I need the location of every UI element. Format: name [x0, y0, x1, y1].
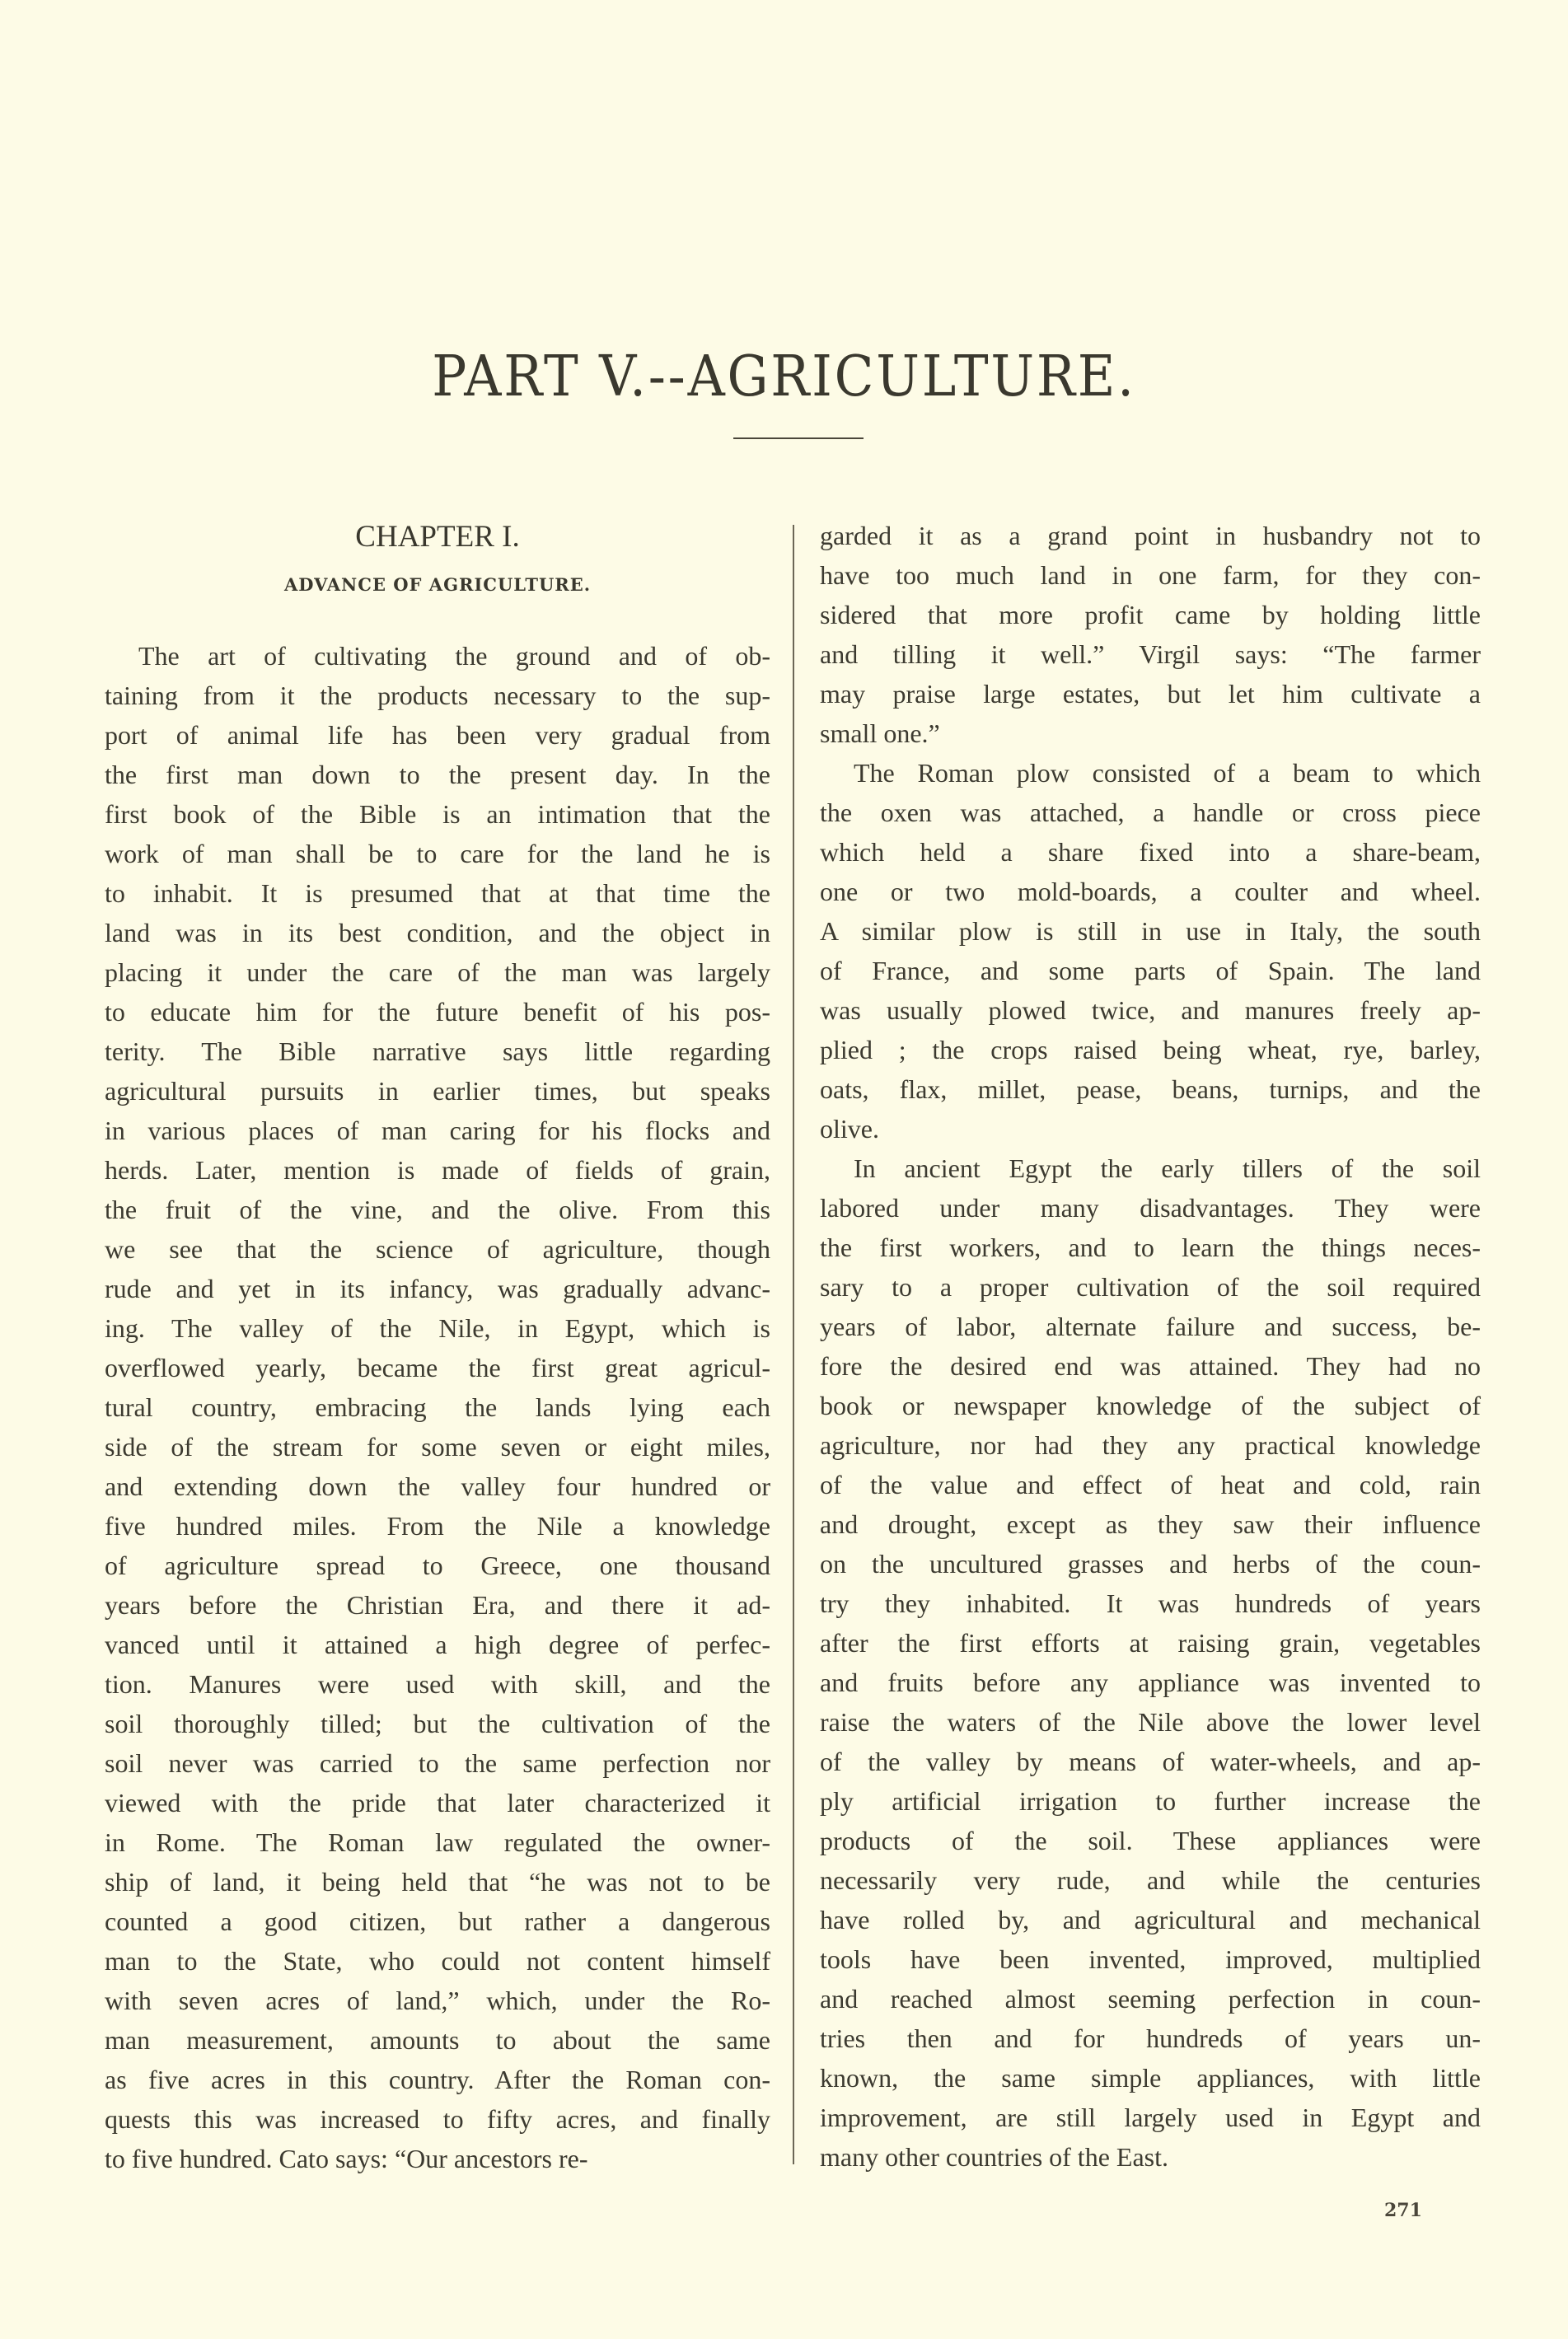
text-line-content: the first man down to the present day. In the: [105, 760, 770, 789]
text-line: [820, 1623, 1481, 1663]
text-line: [820, 1307, 1481, 1346]
text-line: [105, 873, 770, 913]
text-line-content: to inhabit. It is presumed that at that time the: [105, 878, 770, 908]
text-line-content: years of labor, alternate failure and success, be-: [820, 1312, 1481, 1341]
left-column: [105, 636, 770, 2178]
text-line: [820, 1228, 1481, 1267]
text-line: [105, 1190, 770, 1229]
text-line: [105, 992, 770, 1031]
text-line: [105, 794, 770, 834]
chapter-subtitle: ADVANCE OF AGRICULTURE.: [283, 574, 592, 595]
text-line: [105, 2060, 770, 2099]
text-line: [105, 755, 770, 794]
text-line-content: tural country, embracing the lands lying each: [105, 1392, 770, 1422]
text-line: [820, 1188, 1481, 1228]
text-line: [820, 1979, 1481, 2019]
chapter-heading: CHAPTER I.: [355, 520, 520, 554]
text-line: [820, 1900, 1481, 1939]
text-line-content: land was in its best condition, and the object in: [105, 918, 770, 947]
text-line-content: counted a good citizen, but rather a dangerous: [105, 1906, 770, 1936]
text-line: [820, 1702, 1481, 1742]
text-line-content: years before the Christian Era, and there it ad-: [105, 1590, 770, 1620]
text-line: [820, 634, 1481, 674]
text-line: [820, 1069, 1481, 1109]
text-line: [105, 676, 770, 715]
text-line: [820, 1663, 1481, 1702]
text-line: [105, 2020, 770, 2060]
column-divider: [793, 525, 794, 2164]
text-line-content: quests this was increased to fifty acres, and finally: [105, 2104, 770, 2134]
part-title: PART V.--AGRICULTURE.: [432, 344, 1136, 409]
text-line-content: placing it under the care of the man was largely: [105, 957, 770, 987]
text-line-content: ply artificial irrigation to further increase the: [820, 1786, 1481, 1816]
text-line-content: man to the State, who could not content himself: [105, 1946, 770, 1976]
text-line-content: on the uncultured grasses and herbs of the coun-: [820, 1549, 1481, 1579]
text-line-content: with seven acres of land,” which, under the Ro-: [105, 1986, 770, 2015]
text-line-content: was usually plowed twice, and manures freely ap-: [820, 995, 1481, 1025]
text-line-content: of the value and effect of heat and cold, rain: [820, 1470, 1481, 1499]
text-line: [820, 1425, 1481, 1465]
text-line: [820, 872, 1481, 911]
text-line: [820, 1267, 1481, 1307]
text-line-content: rude and yet in its infancy, was gradually advanc-: [105, 1274, 770, 1303]
text-line-content: and drought, except as they saw their influence: [820, 1509, 1481, 1539]
text-line: [105, 1467, 770, 1506]
text-line: [820, 1386, 1481, 1425]
text-line-content: ing. The valley of the Nile, in Egypt, which is: [105, 1313, 770, 1343]
text-line-content: five hundred miles. From the Nile a knowledge: [105, 1511, 770, 1541]
text-line-content: try they inhabited. It was hundreds of years: [820, 1588, 1481, 1618]
text-line: [820, 595, 1481, 634]
text-line: [820, 1584, 1481, 1623]
text-line-content: of agriculture spread to Greece, one thousand: [105, 1551, 770, 1580]
text-line-content: The art of cultivating the ground and of ob-: [138, 641, 770, 671]
text-line: [105, 1625, 770, 1664]
text-line-content: sary to a proper cultivation of the soil required: [820, 1272, 1481, 1302]
text-line: [105, 715, 770, 755]
text-line-content: viewed with the pride that later characterized it: [105, 1788, 770, 1817]
text-line-content: which held a share fixed into a share-beam,: [820, 837, 1481, 867]
text-line-content: herds. Later, mention is made of fields of grain,: [105, 1155, 770, 1185]
text-line-content: work of man shall be to care for the land he is: [105, 839, 770, 868]
text-line: [105, 1546, 770, 1585]
text-line-content: raise the waters of the Nile above the lower level: [820, 1707, 1481, 1737]
text-line: [820, 753, 1481, 793]
text-line-content: products of the soil. These appliances were: [820, 1826, 1481, 1855]
text-line-content: have too much land in one farm, for they con-: [820, 560, 1481, 590]
text-line: [820, 1030, 1481, 1069]
text-line-content: we see that the science of agriculture, though: [105, 1234, 770, 1264]
text-line: [820, 793, 1481, 832]
text-line: [820, 1860, 1481, 1900]
text-line: [105, 1506, 770, 1546]
text-line-content: agricultural pursuits in earlier times, but speaks: [105, 1076, 770, 1106]
text-line: [820, 832, 1481, 872]
text-line: [105, 1150, 770, 1190]
text-line: [820, 674, 1481, 713]
text-line-content: the fruit of the vine, and the olive. From this: [105, 1195, 770, 1224]
text-line-content: terity. The Bible narrative says little regarding: [105, 1036, 770, 1066]
text-line: [105, 1071, 770, 1111]
text-line-content: have rolled by, and agricultural and mechanical: [820, 1905, 1481, 1934]
text-line: [820, 1781, 1481, 1821]
text-line-content: overflowed yearly, became the first great agricul-: [105, 1353, 770, 1382]
text-line: [820, 1109, 1481, 1148]
text-line-content: as five acres in this country. After the Roman con-: [105, 2065, 770, 2094]
text-line: [820, 1544, 1481, 1584]
text-line-content: tries then and for hundreds of years un-: [820, 2023, 1481, 2053]
text-line-content: in Rome. The Roman law regulated the owner-: [105, 1827, 770, 1857]
text-line: [105, 1664, 770, 1704]
text-line-content: the oxen was attached, a handle or cross piece: [820, 798, 1481, 827]
text-line: [105, 1348, 770, 1387]
text-line-content: in various places of man caring for his flocks and: [105, 1116, 770, 1145]
right-column: [820, 516, 1481, 2177]
text-line-content: plied ; the crops raised being wheat, rye, barley,: [820, 1035, 1481, 1064]
text-line: [105, 1427, 770, 1467]
text-line: [105, 1743, 770, 1783]
text-line: [105, 636, 770, 676]
text-line-content: The Roman plow consisted of a beam to which: [854, 758, 1481, 788]
text-line: [820, 1821, 1481, 1860]
text-line-content: man measurement, amounts to about the same: [105, 2025, 770, 2055]
text-line: [105, 1111, 770, 1150]
text-line: [105, 1308, 770, 1348]
text-line: [820, 1504, 1481, 1544]
text-line-content: first book of the Bible is an intimation that the: [105, 799, 770, 829]
text-line-content: A similar plow is still in use in Italy, the south: [820, 916, 1481, 946]
text-line: [105, 1941, 770, 1981]
text-line: [820, 1939, 1481, 1979]
text-line-content: many other countries of the East.: [820, 2142, 1168, 2172]
text-line: [105, 1387, 770, 1427]
text-line: [105, 1981, 770, 2020]
text-line-content: to educate him for the future benefit of his pos-: [105, 997, 770, 1027]
text-line-content: labored under many disadvantages. They were: [820, 1193, 1481, 1223]
text-line-content: taining from it the products necessary to the sup-: [105, 681, 770, 710]
text-line: [105, 1902, 770, 1941]
text-line-content: and extending down the valley four hundred or: [105, 1471, 770, 1501]
text-line-content: of the valley by means of water-wheels, and ap-: [820, 1747, 1481, 1776]
text-line-content: small one.”: [820, 718, 940, 748]
text-line-content: side of the stream for some seven or eight miles,: [105, 1432, 770, 1462]
text-line: [820, 2098, 1481, 2137]
title-rule: [733, 437, 864, 439]
text-line-content: In ancient Egypt the early tillers of the soil: [854, 1153, 1481, 1183]
text-line-content: olive.: [820, 1114, 879, 1144]
text-line-content: and fruits before any appliance was invented to: [820, 1668, 1481, 1697]
text-line: [820, 2137, 1481, 2177]
text-line-content: tools have been invented, improved, multiplied: [820, 1944, 1481, 1974]
text-line-content: port of animal life has been very gradual from: [105, 720, 770, 750]
text-line-content: fore the desired end was attained. They had no: [820, 1351, 1481, 1381]
text-line: [820, 516, 1481, 555]
text-line-content: to five hundred. Cato says: “Our ancestors re-: [105, 2144, 588, 2173]
text-line: [820, 951, 1481, 990]
text-line-content: may praise large estates, but let him cultivate a: [820, 679, 1481, 709]
text-line: [820, 1742, 1481, 1781]
text-line-content: after the first efforts at raising grain, vegetables: [820, 1628, 1481, 1658]
text-line: [105, 952, 770, 992]
text-line: [105, 834, 770, 873]
text-line: [820, 713, 1481, 753]
text-line-content: oats, flax, millet, pease, beans, turnips, and the: [820, 1074, 1481, 1104]
text-line: [820, 990, 1481, 1030]
page-number: 271: [1384, 2200, 1422, 2221]
text-line: [105, 1031, 770, 1071]
text-line-content: necessarily very rude, and while the centuries: [820, 1865, 1481, 1895]
text-line-content: known, the same simple appliances, with little: [820, 2063, 1481, 2093]
text-line: [105, 1822, 770, 1862]
text-line: [820, 1465, 1481, 1504]
text-line: [105, 1229, 770, 1269]
text-line-content: soil never was carried to the same perfection nor: [105, 1748, 770, 1778]
text-line: [105, 1783, 770, 1822]
text-line: [820, 555, 1481, 595]
text-line: [105, 913, 770, 952]
text-line-content: and reached almost seeming perfection in coun-: [820, 1984, 1481, 2014]
text-line: [105, 1862, 770, 1902]
text-line-content: the first workers, and to learn the things neces-: [820, 1233, 1481, 1262]
text-line-content: improvement, are still largely used in Egypt and: [820, 2103, 1481, 2132]
text-line-content: sidered that more profit came by holding little: [820, 600, 1481, 629]
text-line: [820, 2019, 1481, 2058]
text-line-content: book or newspaper knowledge of the subject of: [820, 1391, 1481, 1420]
text-line: [820, 911, 1481, 951]
text-line-content: vanced until it attained a high degree of perfec-: [105, 1630, 770, 1659]
text-line-content: of France, and some parts of Spain. The land: [820, 956, 1481, 985]
text-line: [105, 2139, 770, 2178]
text-line: [105, 1269, 770, 1308]
text-line: [105, 2099, 770, 2139]
text-line: [105, 1704, 770, 1743]
text-line-content: garded it as a grand point in husbandry not to: [820, 521, 1481, 550]
text-line-content: ship of land, it being held that “he was not to be: [105, 1867, 770, 1897]
text-line: [105, 1585, 770, 1625]
text-line: [820, 2058, 1481, 2098]
text-line: [820, 1346, 1481, 1386]
text-line-content: agriculture, nor had they any practical knowledge: [820, 1430, 1481, 1460]
text-line-content: and tilling it well.” Virgil says: “The farmer: [820, 639, 1481, 669]
text-line: [820, 1148, 1481, 1188]
text-line-content: soil thoroughly tilled; but the cultivation of the: [105, 1709, 770, 1738]
text-line-content: tion. Manures were used with skill, and the: [105, 1669, 770, 1699]
text-line-content: one or two mold-boards, a coulter and wheel.: [820, 877, 1481, 906]
